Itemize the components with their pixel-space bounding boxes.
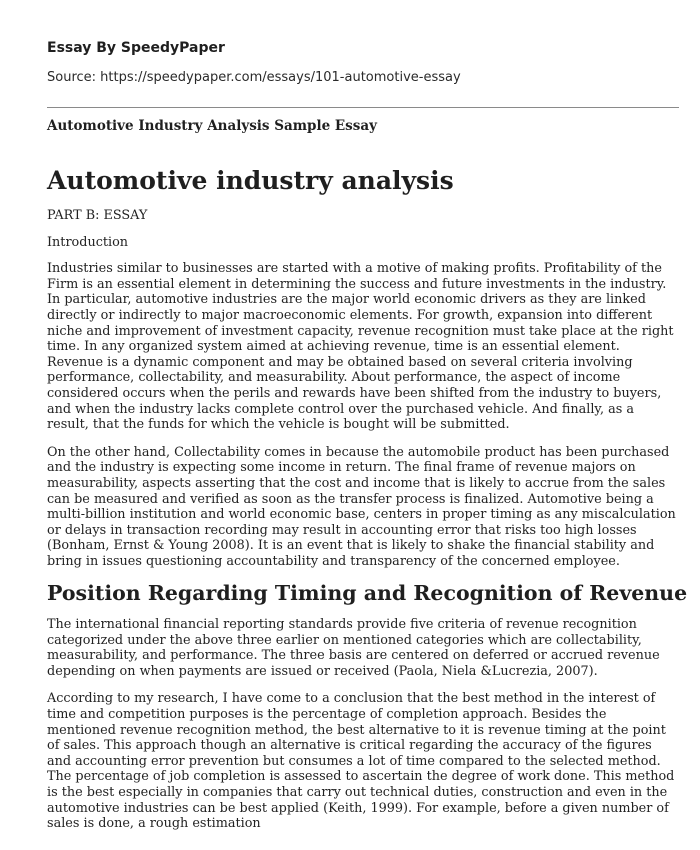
intro-label: Introduction [47,234,129,250]
brand-title: Essay By SpeedyPaper [47,40,225,56]
essay-title: Automotive industry analysis [47,166,454,195]
paragraph-1: Industries similar to businesses are started with a motive of making profits. Profitability of the Firm is an essential element in determining the success and future investments in the industry. In particular, automotive industries are the major world economic drivers as they are linked directly or indirectly to major macroeconomic elements. For growth, expansion into different niche and improvement of investment capacity, revenue recognition must take place at the right time. In any organized system aimed at achieving revenue, time is an essential element. Revenue is a dynamic component and may be obtained based on several criteria involving performance, collectability, and measurability. About performance, the aspect of income considered occurs when the perils and rewards have been shifted from the industry to buyers, and when the industry lacks complete control over the purchased vehicle. And finally, as a result, that the funds for which the vehicle is bought will be submitted. [47,261,674,433]
header-divider [47,107,679,108]
source-header [47,40,679,85]
source-line: Source: https://speedypaper.com/essays/101-automotive-essay [47,70,461,85]
essay-content [47,166,688,844]
paragraph-4: According to my research, I have come to a conclusion that the best method in the interest of time and competition purposes is the percentage of completion approach. Besides the mentioned revenue recognition method, the best alternative to it is revenue timing at the point of sales. This approach though an alternative is critical regarding the accuracy of the figures and accounting error prevention but consumes a lot of time compared to the selected method. The percentage of job completion is assessed to ascertain the degree of work done. This method is the best especially in companies that carry out technical duties, construction and even in the automotive industries can be best applied (Keith, 1999). For example, before a given number of sales is done, a rough estimation [47,691,675,832]
part-label: PART B: ESSAY [47,208,148,223]
paragraph-3: The international financial reporting standards provide five criteria of revenue recognition categorized under the above three earlier on mentioned categories which are collectability, measurability, and performance. The three basis are centered on deferred or accrued revenue depending on when payments are issued or received (Paola, Niela &Lucrezia, 2007). [47,617,660,679]
paragraph-2: On the other hand, Collectability comes in because the automobile product has been purchased and the industry is expecting some income in return. The final frame of revenue majors on measurability, aspects asserting that the cost and income that is likely to accrue from the sales can be measured and verified as soon as the transfer process is finalized. Automotive being a multi-billion institution and world economic base, centers in proper timing as any miscalculation or delays in transaction recording may result in accounting error that risks too high losses (Bonham, Ernst & Young 2008). It is an event that is likely to shake the financial stability and bring in issues questioning accountability and transparency of the concerned employee. [47,444,676,569]
section-heading: Position Regarding Timing and Recognition of Revenue [47,581,688,606]
essay-label: Automotive Industry Analysis Sample Essay [47,118,377,134]
